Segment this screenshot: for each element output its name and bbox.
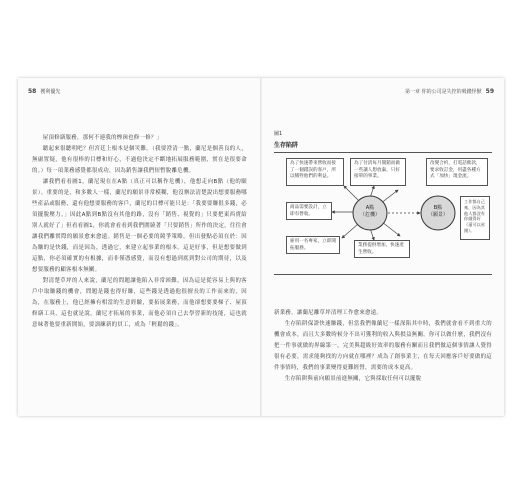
box-top-middle: 為了付清每月開銷而做一些讓人想放棄、只好接單的事業。 <box>350 158 406 186</box>
box-middle-right: 工作都自己來，因為其他人都沒有你做得好（還可以省錢）。 <box>460 196 490 240</box>
right-page-number: 59 <box>485 88 494 95</box>
right-paragraph-2: 生存陷阱保證快速賺錢，但當我們像蘭尼一樣深陷其中時，我們就會看不到重大的機會成本，而且大多數時候分不出可獲利的收入與損益無關。你可以做什麼，我們沒有把一件事就做的界線第一，完美與超級好效率的服務有關而且我們做這個事情讓人覺得很有必要，需求能夠找的方向就在哪裡？成為了創事業主，在每天回應客戶好要做的這件事情時，我們的事業變得更難經營，需要的成本更高。 <box>274 321 492 371</box>
right-page <box>262 78 504 416</box>
left-paragraph-2: 聽起來很聰明吧？但宮廷上根本是個災難。（我要澄清一點，蘭尼是個善良的人，無庸置疑，他有很棒的目標和好心，不過他決定不斷地拓展服務範圍，實在是很要命的。）每一項業務感覺都很成功，因為銷售讓我們短暫脫離危機。 <box>32 146 247 174</box>
right-running-title: 第一章 你的公司是失控的吸錢怪獸 <box>405 89 482 95</box>
left-page <box>18 78 260 416</box>
left-running-title: 獲利優先 <box>40 89 61 95</box>
circle-b-title: B點 <box>433 205 443 211</box>
circle-a-title: A點 <box>365 205 375 211</box>
figure-header <box>274 130 492 153</box>
left-paragraph-1: 屋頂修繕服務，那何不連我的煙囪也修一修？」 <box>42 135 163 141</box>
box-top-right: 改變合約，打電話催款，要求收訂金，用盡各種方式「加快」現金流。 <box>426 158 488 186</box>
box-top-left: 為了快速帶來營收而接了一個錯誤的客戶，所以犧牲他們的利益。 <box>286 158 344 186</box>
circle-a-label <box>355 205 385 219</box>
circle-b-subtitle: （願景） <box>427 212 448 218</box>
left-paragraph-4: 對清楚草坪的人來說，蘭尼的問題讓他陷入非常困難，因為這是從容易上與的客戶中取賺錢的機會，問題是錢也得好賺，這些錢是透過他很擅長的工作而來的，因為，在服務上，他已經擁有相當的生意經驗，要拓展業務，而他卻想要要梯子、屋頂修繕工具，這也就是說，蘭尼才拓展的事業，而他必須自己去學習新的技能，這也就意味著他要重新開始，要訓練新的員工，成為「輕鬆的錢」。 <box>32 278 247 328</box>
left-running-header <box>28 88 60 95</box>
left-page-number: 58 <box>28 88 37 95</box>
right-running-header <box>405 88 494 95</box>
box-bottom-middle: 業務提供增加，快速產生營收。 <box>354 240 410 258</box>
figure-bottom-rule <box>274 274 492 275</box>
right-body-text <box>274 308 492 385</box>
figure-title: 生存陷阱 <box>274 140 492 153</box>
right-paragraph-3: 生存陷阱與前向願景前進無關，它與採取任何可以擺脫 <box>284 376 422 382</box>
right-paragraph-1: 新業務，讓蘭尼離草坪清理工作愈來愈遠。 <box>274 310 383 316</box>
figure-label: 圖1 <box>274 131 283 137</box>
circle-a-subtitle: （危機） <box>359 212 380 218</box>
book-spread <box>18 78 504 416</box>
survival-trap-diagram <box>274 156 492 266</box>
box-middle-left: 商品需要設計，立即有營收。 <box>286 202 332 220</box>
left-body-text <box>32 133 247 331</box>
circle-b-label <box>423 205 453 219</box>
left-paragraph-3: 讓我們看看圖1，蘭尼現在在A點（真正可以稱作危機），他想走向B點（他的願景）。重要的是，和多數人一樣，蘭尼的願景非常模糊，他沒辦法清楚說出想要服務哪些產品或服務，還有他想要服務的客戶，蘭尼的目標可能只是：「我要要賺很多錢，必須擺脫壓力。」因此A點到B點沒有其他的路，沒有「銷售、視覺的」只要把東西賣給別人就好了」但看看圖1，你就會看看到我們圍繞著「只要銷售」所作的決定，往往會讓我們離實際的願景愈來愈遠。銷售是一個必要的競爭策略，但出發點必須在於：因為賺的是快錢，而是因為，透過它，來建立起事業的根本。這是好事，但是想要做到這點，你必須確實的有根據，而非僅憑感覺，而沒有想過到底到對公司的期待，以及想要服務的顧客根本無關。 <box>32 179 247 273</box>
box-bottom-left: 雇用一名專家，立即開拓服務。 <box>286 236 340 254</box>
